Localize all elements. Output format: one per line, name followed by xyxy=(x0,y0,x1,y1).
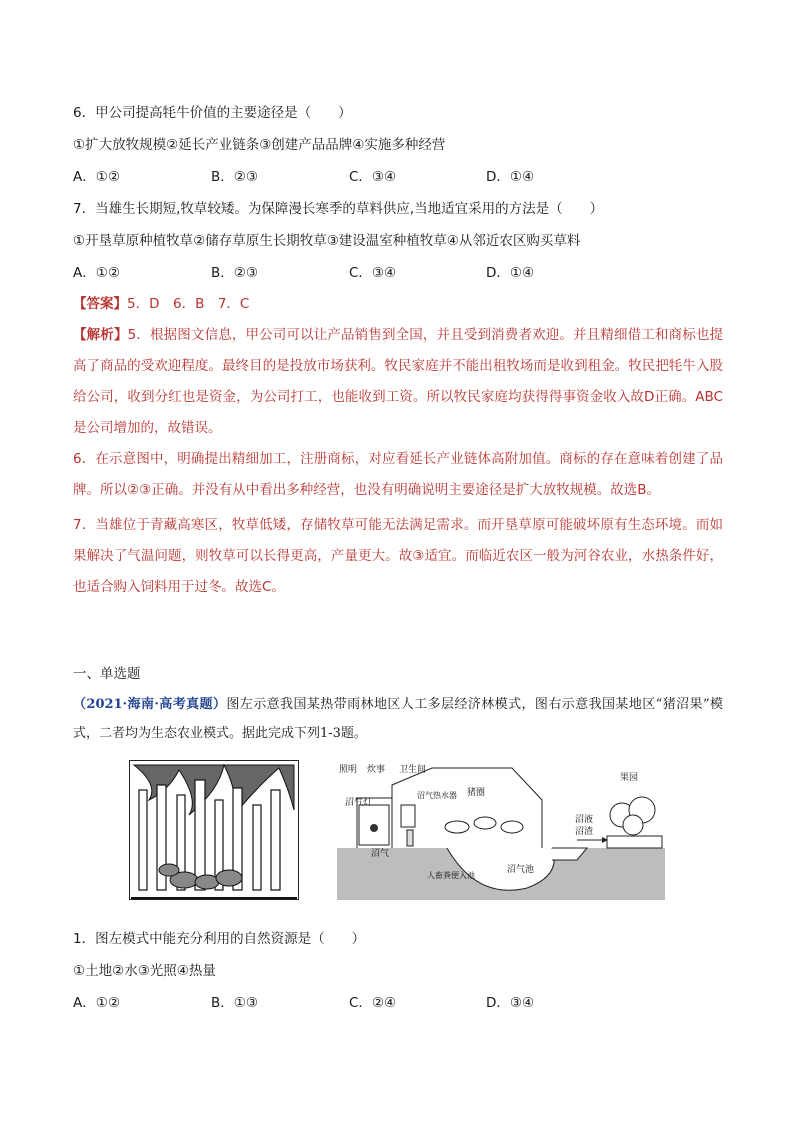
intro-source: （2021·海南·高考真题） xyxy=(73,697,227,712)
label-lighting: 照明 xyxy=(339,765,358,775)
q7-option-b: B．②③ xyxy=(211,265,258,281)
label-residue: 沼渣 xyxy=(575,827,594,837)
analysis-p6: 6．在示意图中，明确提出精细加工，注册商标，对应看延长产业链体高附加值。商标的存在意味着创建了品牌。所以②③正确。并没有从中看出多种经营，也没有明确说明主要途径是扩大放牧规模。故选B。 xyxy=(73,451,723,498)
answer-label: 【答案】 xyxy=(73,296,127,312)
analysis-p5 xyxy=(73,320,723,444)
biogas-diagram xyxy=(337,760,665,900)
label-biogas-lamp: 沼气灯 xyxy=(345,798,373,808)
label-manure: 人畜粪便入池 xyxy=(427,871,475,880)
label-orchard: 果园 xyxy=(620,773,639,783)
q1-stem: 1．图左模式中能充分利用的自然资源是（ ） xyxy=(73,931,366,947)
answer-text: 5．D 6．B 7．C xyxy=(127,296,250,312)
q6-option-b: B．②③ xyxy=(211,169,258,185)
q1-option-a: A．①② xyxy=(73,995,120,1011)
q6-choices: ①扩大放牧规模②延长产业链条③创建产品品牌④实施多种经营 xyxy=(73,137,446,153)
label-digester: 沼气池 xyxy=(507,865,535,875)
section-title: 一、单选题 xyxy=(73,666,141,682)
q6-option-d: D．①④ xyxy=(486,169,535,185)
label-water-heater: 沼气热水器 xyxy=(417,791,457,800)
intro-text: 图左示意我国某热带雨林地区人工多层经济林模式，图右示意我国某地区“猪沼果”模式，二者均为生态农业模式。据此完成下列1-3题。 xyxy=(73,697,724,741)
answer-line xyxy=(73,295,249,313)
analysis-p5-text: 5．根据图文信息，甲公司可以让产品销售到全国，并且受到消费者欢迎。并且精细借工和商标也提高了商品的受欢迎程度。最终目的是投放市场获利。牧民家庭并不能出租牧场而是收到租金。牧民把牦牛入股给公司，收到分红也是资金，为公司打工，也能收到工资。所以牧民家庭均获得得事资金收入故D正确。ABC是公司增加的，故错误。 xyxy=(73,327,724,436)
q6-option-a: A．①② xyxy=(73,169,120,185)
q7-option-d: D．①④ xyxy=(486,265,535,281)
intro-paragraph xyxy=(73,690,723,748)
q7-choices: ①开垦草原种植牧草②储存草原生长期牧草③建设温室种植牧草④从邻近农区购买草料 xyxy=(73,233,581,249)
q6-option-c: C．③④ xyxy=(349,169,397,185)
q6-stem: 6．甲公司提高牦牛价值的主要途径是（ ） xyxy=(73,105,352,121)
q7-option-a: A．①② xyxy=(73,265,120,281)
q7-option-c: C．③④ xyxy=(349,265,397,281)
label-slurry: 沼液 xyxy=(575,815,594,825)
q1-option-d: D．③④ xyxy=(486,995,535,1011)
q1-option-b: B．①③ xyxy=(211,995,258,1011)
q7-stem: 7．当雄生长期短,牧草较矮。为保障漫长寒季的草料供应,当地适宜采用的方法是（ ） xyxy=(73,201,604,217)
q1-option-c: C．②④ xyxy=(349,995,397,1011)
rainforest-figure xyxy=(129,760,299,900)
label-pigsty: 猪圈 xyxy=(467,788,486,798)
analysis-p7: 7．当雄位于青藏高寒区，牧草低矮，存储牧草可能无法满足需求。而开垦草原可能破坏原有生态环境。而如果解决了气温问题，则牧草可以长得更高，产量更大。故③适宜。而临近农区一般为河谷农业，水热条件好，也适合购入饲料用于过冬。故选C。 xyxy=(73,517,723,595)
q1-choices: ①土地②水③光照④热量 xyxy=(73,963,216,979)
label-cooking: 炊事 xyxy=(367,765,386,775)
q1-options xyxy=(73,994,733,1012)
label-toilet: 卫生间 xyxy=(399,765,427,775)
q6-options xyxy=(73,168,733,186)
label-gas: 沼气 xyxy=(371,849,390,859)
q7-options xyxy=(73,264,733,282)
analysis-label: 【解析】 xyxy=(73,327,128,343)
